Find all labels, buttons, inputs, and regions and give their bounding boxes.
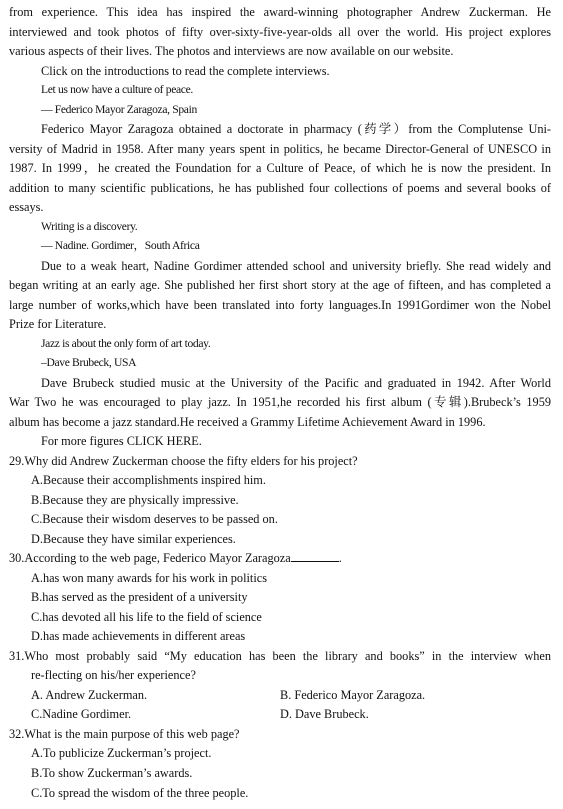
question-29-option-d[interactable]: D.Because they have similar experiences. [31,532,236,546]
question-32-option-a[interactable]: A.To publicize Zuckerman’s project. [31,746,212,760]
question-31-stem-line-1: 31.Who most probably said “My education has been the library and books” in the interview when [9,649,551,663]
click-instructions: Click on the introductions to read the complete interviews. [41,64,330,78]
profile-quote-gordimer[interactable]: Writing is a discovery. [41,220,138,233]
profile-bio-zaragoza-line-1: Federico Mayor Zaragoza obtained a doctorate in pharmacy (药学）from the Complutense Uni- [41,122,551,136]
question-29-option-b[interactable]: B.Because they are physically impressive. [31,493,239,507]
more-figures-link[interactable]: For more figures CLICK HERE. [41,434,202,448]
profile-bio-zaragoza-line-2: versity of Madrid in 1958. After many years spent in politics, he became Director-General of UNESCO in [9,142,551,156]
profile-bio-gordimer-line-1: Due to a weak heart, Nadine Gordimer attended school and university briefly. She read widely and [41,259,551,273]
profile-bio-gordimer-line-3: large number of works,which have been translated into forty languages.In 1991Gordimer won the Nobel [9,298,551,312]
answer-blank[interactable] [291,551,339,562]
question-30-stem: 30.According to the web page, Federico Mayor Zaragoza [9,551,291,565]
question-31-option-a[interactable]: A. Andrew Zuckerman. [31,688,148,702]
profile-bio-zaragoza-line-3: 1987. In 1999，he created the Foundation for a Culture of Peace, of which he is now the president. In [9,161,551,175]
profile-bio-brubeck-line-2: War Two he was encouraged to play jazz. In 1951,he recorded his first album (专辑).Brubeck’s 1959 [9,395,551,409]
profile-quote-brubeck[interactable]: Jazz is about the only form of art today. [41,337,211,350]
profile-attribution-gordimer: — Nadine. Gordimer，South Africa [41,239,200,252]
profile-attribution-brubeck: –Dave Brubeck, USA [41,356,137,369]
intro-line-1: from experience. This idea has inspired the award-winning photographer Andrew Zuckerman. He [9,5,551,19]
profile-bio-gordimer-line-2: began writing at an early age. She published her first short story at the age of fifteen, and has completed a [9,278,551,292]
question-32-stem: 32.What is the main purpose of this web page? [9,727,240,741]
question-30-stem-wrapper [9,550,342,566]
profile-bio-zaragoza-line-4: addition to many scientific publications, he has published four collections of poems and several books of [9,181,551,195]
intro-line-2: interviewed and took photos of fifty over-sixty-five-year-olds all over the world. His project explores [9,25,551,39]
question-30-stem-end: . [338,551,342,565]
question-32-option-c[interactable]: C.To spread the wisdom of the three people. [31,786,249,800]
profile-bio-brubeck-line-3: album has become a jazz standard.He received a Grammy Lifetime Achievement Award in 1996. [9,415,486,429]
intro-line-3: various aspects of their lives. The photos and interviews are now available on our website. [9,44,454,58]
profile-attribution-zaragoza: — Federico Mayor Zaragoza, Spain [41,103,197,116]
profile-quote-zaragoza[interactable]: Let us now have a culture of peace. [41,83,193,96]
profile-bio-zaragoza-line-5: essays. [9,200,44,214]
question-31-stem-line-2: re-flecting on his/her experience? [31,668,196,682]
question-30-option-a[interactable]: A.has won many awards for his work in politics [31,571,267,585]
profile-bio-gordimer-line-4: Prize for Literature. [9,317,107,331]
question-31-option-b[interactable]: B. Federico Mayor Zaragoza. [280,688,426,702]
question-30-option-b[interactable]: B.has served as the president of a university [31,590,248,604]
question-30-option-c[interactable]: C.has devoted all his life to the field of science [31,610,262,624]
question-32-option-b[interactable]: B.To show Zuckerman’s awards. [31,766,193,780]
question-29-option-c[interactable]: C.Because their wisdom deserves to be passed on. [31,512,278,526]
question-29-option-a[interactable]: A.Because their accomplishments inspired him. [31,473,266,487]
profile-bio-brubeck-line-1: Dave Brubeck studied music at the University of the Pacific and graduated in 1942. After World [41,376,551,390]
question-29-stem: 29.Why did Andrew Zuckerman choose the fifty elders for his project? [9,454,358,468]
question-30-option-d[interactable]: D.has made achievements in different areas [31,629,246,643]
question-31-option-d[interactable]: D. Dave Brubeck. [280,707,369,721]
question-31-option-c[interactable]: C.Nadine Gordimer. [31,707,132,721]
